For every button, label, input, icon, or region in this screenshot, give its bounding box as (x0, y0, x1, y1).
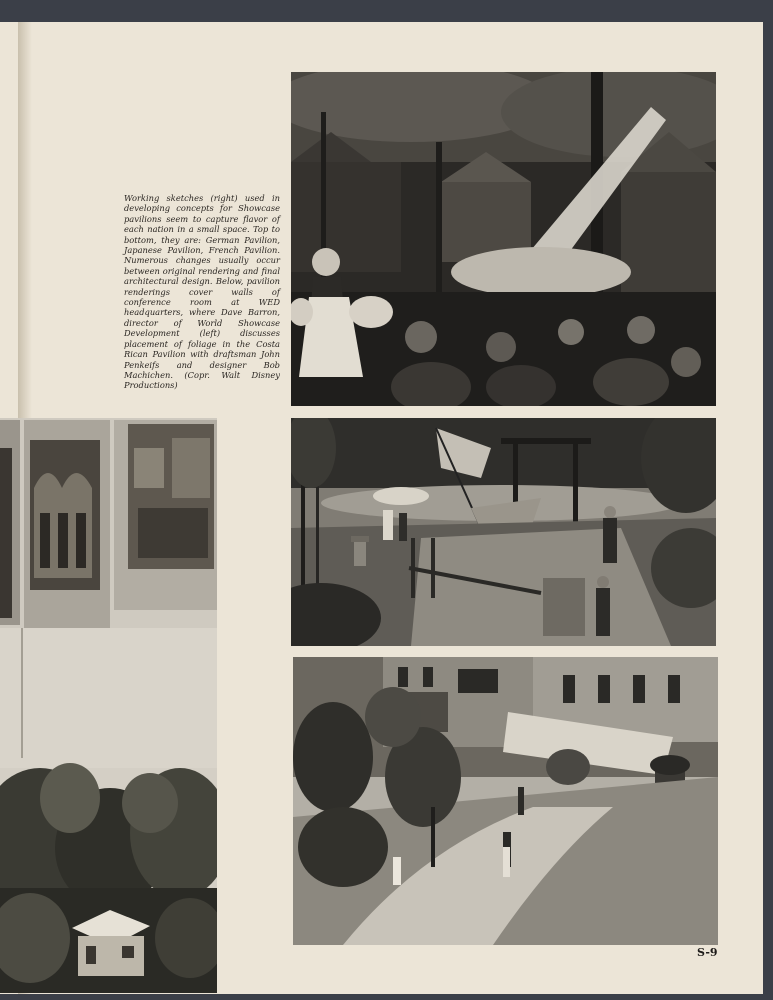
photo-caption: Working sketches (right) used in developing concepts for Showcase pavilions seem to capture flavor of each nation in a small space. Top to bottom, they are: German Pavilion, Japanese Pavilion, French Pavilion. Numerous changes usually occur between original rendering and final architectural design. Below, pavilion renderings cover walls of conference room at WED headquarters, where Dave Barron, director of World Showcase Development (left) discusses placement of foliage in the Costa Rican Pavilion with draftsman John Penkeifs and designer Bob Machichen. (Copr. Walt Disney Productions) (124, 193, 280, 391)
german-pavilion-sketch (291, 72, 716, 406)
page-number: S-9 (697, 946, 718, 959)
french-pavilion-model (293, 657, 718, 945)
japanese-pavilion-sketch (291, 418, 716, 646)
conference-room-photo (0, 418, 217, 993)
